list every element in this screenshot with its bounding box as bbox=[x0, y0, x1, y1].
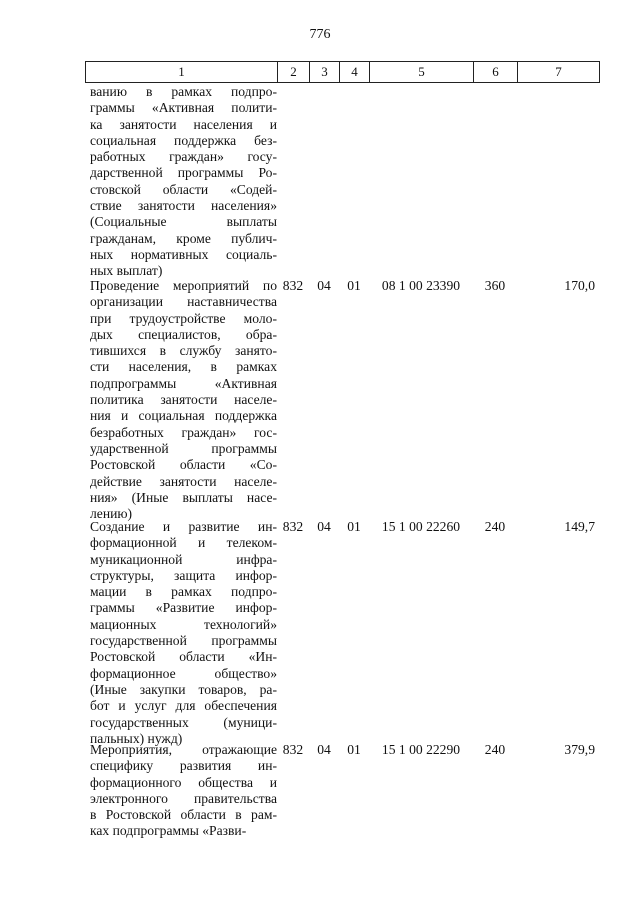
description-line: мационных технологий» bbox=[90, 616, 277, 632]
description-line: гражданам, кроме публич- bbox=[90, 230, 277, 246]
table-row bbox=[85, 519, 600, 747]
amount: 149,7 bbox=[564, 519, 595, 534]
section-code: 04 bbox=[317, 278, 331, 293]
description-line: специфику развития ин- bbox=[90, 758, 277, 774]
section-code: 04 bbox=[317, 742, 331, 757]
description-line: ка занятости населения и bbox=[90, 116, 277, 132]
subsection-code: 01 bbox=[347, 519, 361, 534]
description-line: структуры, защита инфор- bbox=[90, 567, 277, 583]
table-row bbox=[85, 278, 600, 522]
description-line: Мероприятия, отражающие bbox=[90, 742, 277, 757]
page-number: 776 bbox=[309, 27, 331, 42]
description-line: граммы «Активная полити- bbox=[90, 100, 277, 116]
description-line: формационной и телеком- bbox=[90, 535, 277, 551]
description-line: государственной программы bbox=[90, 633, 277, 649]
description-line: дарственной программы Ро- bbox=[90, 165, 277, 181]
description-line: ния и социальная поддержка bbox=[90, 408, 277, 424]
description-line: Ростовской области «Со- bbox=[90, 457, 277, 473]
amount: 170,0 bbox=[564, 278, 595, 293]
description-line: бот и услуг для обеспечения bbox=[90, 698, 277, 714]
description-line: Создание и развитие ин- bbox=[90, 519, 277, 534]
expense-type-code: 240 bbox=[484, 519, 506, 534]
description-line: ках подпрограммы «Разви- bbox=[90, 823, 247, 839]
subsection-code bbox=[339, 84, 369, 280]
description-line: ствие занятости населения» bbox=[90, 198, 277, 214]
table-header bbox=[85, 61, 600, 83]
target-article-code: 15 1 00 22290 bbox=[381, 742, 461, 757]
description-line: политика занятости населе- bbox=[90, 392, 277, 408]
description-line: формационное общество» bbox=[90, 665, 277, 681]
row-description bbox=[85, 84, 277, 280]
header-col-7: 7 bbox=[555, 64, 562, 79]
expense-type-code: 240 bbox=[484, 742, 506, 757]
target-article-code: 15 1 00 22260 bbox=[381, 519, 461, 534]
description-line: муникационной инфра- bbox=[90, 551, 277, 567]
section-code: 04 bbox=[317, 519, 331, 534]
description-line: организации наставничества bbox=[90, 294, 277, 310]
description-line: подпрограммы «Активная bbox=[90, 375, 277, 391]
header-col-3: 3 bbox=[310, 62, 340, 82]
description-line: при трудоустройстве моло- bbox=[90, 310, 277, 326]
amount bbox=[517, 84, 600, 280]
description-line: мации в рамках подпро- bbox=[90, 584, 277, 600]
expense-type-code: 360 bbox=[484, 278, 506, 293]
description-line: ванию в рамках подпро- bbox=[90, 84, 277, 99]
description-line: сти населения, в рамках bbox=[90, 359, 277, 375]
section-code bbox=[309, 84, 339, 280]
description-line: государственных (муници- bbox=[90, 714, 277, 730]
header-col-5: 5 bbox=[370, 62, 474, 82]
target-article-code bbox=[369, 84, 473, 280]
description-line: формационного общества и bbox=[90, 774, 277, 790]
table-row bbox=[85, 84, 600, 280]
description-line: безработных граждан» гос- bbox=[90, 424, 277, 440]
description-line: действие занятости населе- bbox=[90, 473, 277, 489]
description-line: работных граждан» госу- bbox=[90, 149, 277, 165]
description-line: пальных) нужд) bbox=[90, 730, 183, 746]
description-line: (Социальные выплаты bbox=[90, 214, 277, 230]
ministry-code: 832 bbox=[282, 742, 304, 757]
description-line: лению) bbox=[90, 506, 133, 522]
amount: 379,9 bbox=[564, 742, 595, 757]
table-row bbox=[85, 742, 600, 840]
description-line: ных нормативных социаль- bbox=[90, 246, 277, 262]
description-line: стовской области «Содей- bbox=[90, 181, 277, 197]
description-line: ударственной программы bbox=[90, 440, 277, 456]
header-col-1: 1 bbox=[86, 62, 278, 82]
ministry-code: 832 bbox=[282, 278, 304, 293]
description-line: тившихся в службу занято- bbox=[90, 343, 277, 359]
description-line: граммы «Развитие инфор- bbox=[90, 600, 277, 616]
description-line: Проведение мероприятий по bbox=[90, 278, 277, 293]
description-line: социальная поддержка без- bbox=[90, 132, 277, 148]
description-line: ных выплат) bbox=[90, 263, 163, 279]
description-line: электронного правительства bbox=[90, 790, 277, 806]
subsection-code: 01 bbox=[347, 742, 361, 757]
description-line: ния» (Иные выплаты насе- bbox=[90, 489, 277, 505]
header-col-6: 6 bbox=[474, 62, 518, 82]
description-line: в Ростовской области в рам- bbox=[90, 807, 277, 823]
ministry-code: 832 bbox=[282, 519, 304, 534]
description-line: (Иные закупки товаров, ра- bbox=[90, 681, 277, 697]
row-description bbox=[85, 742, 277, 840]
ministry-code bbox=[277, 84, 309, 280]
description-line: дых специалистов, обра- bbox=[90, 326, 277, 342]
header-col-4: 4 bbox=[340, 62, 370, 82]
description-line: Ростовской области «Ин- bbox=[90, 649, 277, 665]
subsection-code: 01 bbox=[347, 278, 361, 293]
row-description bbox=[85, 278, 277, 522]
target-article-code: 08 1 00 23390 bbox=[381, 278, 461, 293]
expense-type-code bbox=[473, 84, 517, 280]
header-col-2: 2 bbox=[278, 62, 310, 82]
row-description bbox=[85, 519, 277, 747]
